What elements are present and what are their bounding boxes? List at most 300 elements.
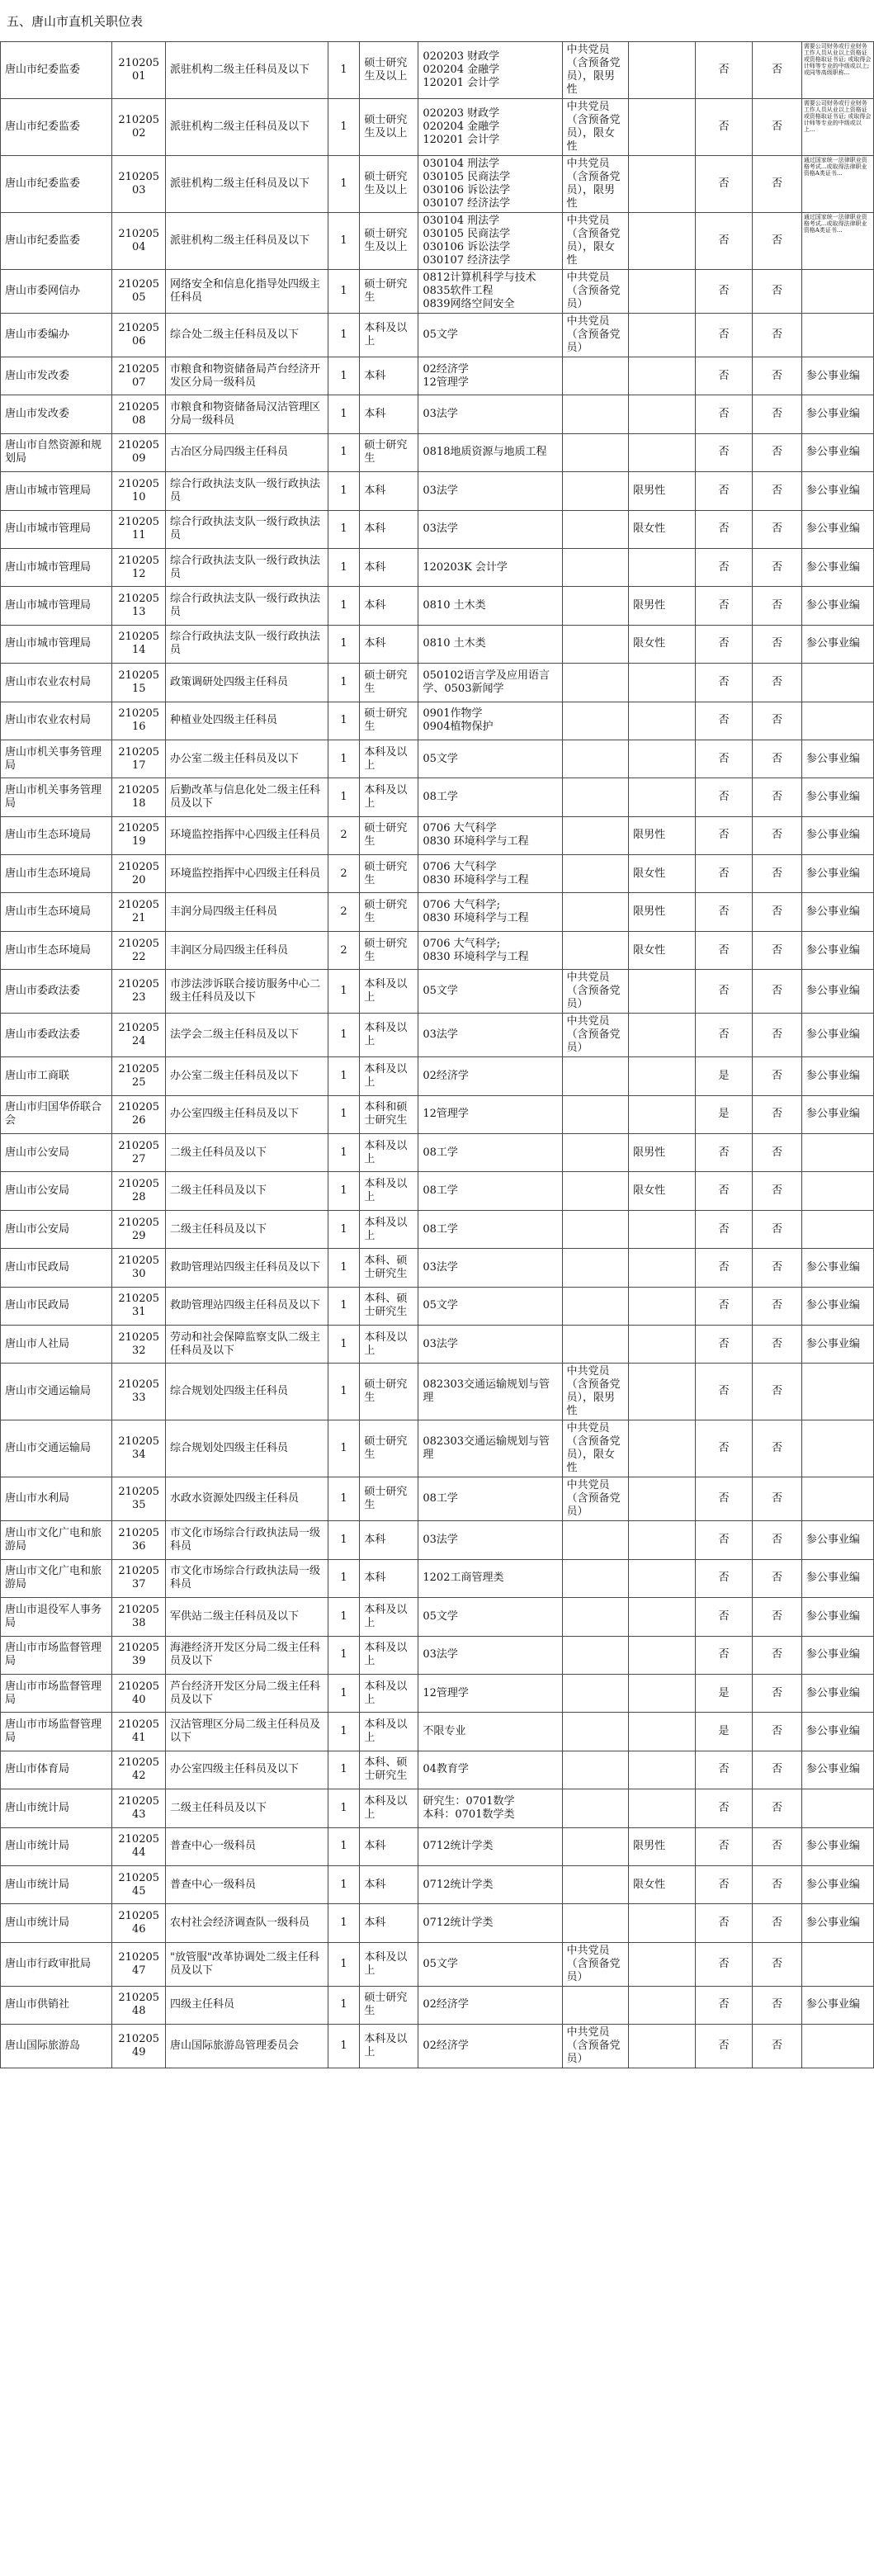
cell-count: 1 — [328, 1521, 360, 1559]
cell-education: 本科及以上 — [360, 314, 418, 357]
cell-c9: 否 — [695, 395, 752, 433]
cell-c9: 否 — [695, 970, 752, 1014]
cell-education: 本科、硕士研究生 — [360, 1751, 418, 1789]
cell-gender: 限男性 — [629, 893, 696, 931]
cell-unit: 唐山市发改委 — [1, 395, 112, 433]
cell-position: 派驻机构二级主任科员及以下 — [165, 99, 328, 156]
cell-c10: 否 — [753, 213, 802, 270]
cell-count: 2 — [328, 931, 360, 969]
cell-gender — [629, 1521, 696, 1559]
cell-position: 丰润区分局四级主任科员 — [165, 931, 328, 969]
cell-gender — [629, 1420, 696, 1477]
cell-c9: 否 — [695, 314, 752, 357]
cell-unit: 唐山市人社局 — [1, 1325, 112, 1363]
cell-gender — [629, 778, 696, 816]
cell-c10: 否 — [753, 1172, 802, 1210]
cell-education: 本科及以上 — [360, 1674, 418, 1712]
cell-c9: 否 — [695, 2025, 752, 2068]
cell-gender: 限女性 — [629, 855, 696, 893]
cell-position: 派驻机构二级主任科员及以下 — [165, 156, 328, 213]
cell-note: 参公事业编 — [801, 816, 873, 854]
cell-code: 21020538 — [112, 1598, 166, 1636]
cell-c10: 否 — [753, 1942, 802, 1986]
cell-unit: 唐山市体育局 — [1, 1751, 112, 1789]
cell-count: 1 — [328, 42, 360, 99]
cell-c10: 否 — [753, 816, 802, 854]
cell-political: 中共党员（含预备党员） — [562, 270, 629, 314]
cell-position: 市粮食和物资储备局汉沽管理区分局一级科员 — [165, 395, 328, 433]
cell-c9: 否 — [695, 156, 752, 213]
cell-count: 1 — [328, 1751, 360, 1789]
cell-political — [562, 1249, 629, 1287]
cell-gender: 限男性 — [629, 587, 696, 625]
cell-unit: 唐山市自然资源和规划局 — [1, 433, 112, 471]
cell-unit: 唐山市市场监督管理局 — [1, 1713, 112, 1751]
table-row — [1, 1942, 874, 1986]
table-row — [1, 970, 874, 1014]
table-row — [1, 625, 874, 663]
cell-education: 本科及以上 — [360, 778, 418, 816]
cell-political: 中共党员（含预备党员），限男性 — [562, 1364, 629, 1420]
cell-c10: 否 — [753, 1210, 802, 1248]
cell-c10: 否 — [753, 1559, 802, 1597]
cell-unit: 唐山市交通运输局 — [1, 1420, 112, 1477]
table-row — [1, 702, 874, 740]
cell-political — [562, 587, 629, 625]
cell-code: 21020506 — [112, 314, 166, 357]
cell-unit: 唐山市机关事务管理局 — [1, 778, 112, 816]
cell-note: 参公事业编 — [801, 1325, 873, 1363]
cell-unit: 唐山市发改委 — [1, 357, 112, 395]
cell-code: 21020512 — [112, 548, 166, 586]
cell-major: 0812计算机科学与技术 0835软件工程 0839网络空间安全 — [418, 270, 562, 314]
cell-political: 中共党员（含预备党员），限女性 — [562, 1420, 629, 1477]
cell-political — [562, 1598, 629, 1636]
cell-c10: 否 — [753, 1713, 802, 1751]
cell-code: 21020534 — [112, 1420, 166, 1477]
cell-education: 硕士研究生 — [360, 664, 418, 702]
cell-code: 21020546 — [112, 1904, 166, 1942]
cell-c9: 否 — [695, 357, 752, 395]
cell-position: 综合行政执法支队一级行政执法员 — [165, 472, 328, 510]
table-row — [1, 740, 874, 778]
cell-major: 050102语言学及应用语言学、0503新闻学 — [418, 664, 562, 702]
cell-major: 0706 大气科学; 0830 环境科学与工程 — [418, 893, 562, 931]
table-row — [1, 664, 874, 702]
cell-c9: 否 — [695, 587, 752, 625]
cell-major: 05文学 — [418, 314, 562, 357]
cell-gender — [629, 970, 696, 1014]
cell-code: 21020510 — [112, 472, 166, 510]
cell-political — [562, 1057, 629, 1095]
table-row — [1, 1521, 874, 1559]
cell-education: 本科 — [360, 625, 418, 663]
cell-political — [562, 702, 629, 740]
cell-unit: 唐山市供销社 — [1, 1986, 112, 2024]
cell-c10: 否 — [753, 1521, 802, 1559]
cell-major: 020203 财政学 020204 金融学 120201 会计学 — [418, 99, 562, 156]
cell-code: 21020545 — [112, 1865, 166, 1903]
cell-count: 1 — [328, 270, 360, 314]
cell-education: 本科 — [360, 472, 418, 510]
cell-c10: 否 — [753, 270, 802, 314]
cell-c10: 否 — [753, 1986, 802, 2024]
cell-c9: 否 — [695, 740, 752, 778]
cell-education: 本科及以上 — [360, 1636, 418, 1674]
cell-major: 120203K 会计学 — [418, 548, 562, 586]
cell-position: 水政水资源处四级主任科员 — [165, 1477, 328, 1521]
table-row — [1, 1364, 874, 1420]
cell-note — [801, 664, 873, 702]
cell-major: 05文学 — [418, 1942, 562, 1986]
cell-position: 后勤改革与信息化处二级主任科员及以下 — [165, 778, 328, 816]
cell-c9: 否 — [695, 1325, 752, 1363]
cell-unit: 唐山市统计局 — [1, 1827, 112, 1865]
cell-c10: 否 — [753, 664, 802, 702]
cell-major: 0810 土木类 — [418, 587, 562, 625]
cell-position: 综合规划处四级主任科员 — [165, 1420, 328, 1477]
cell-political — [562, 548, 629, 586]
cell-code: 21020511 — [112, 510, 166, 548]
table-row — [1, 1789, 874, 1827]
cell-code: 21020513 — [112, 587, 166, 625]
cell-position: 法学会二级主任科员及以下 — [165, 1014, 328, 1057]
cell-education: 本科、硕士研究生 — [360, 1249, 418, 1287]
cell-unit: 唐山市文化广电和旅游局 — [1, 1559, 112, 1597]
cell-code: 21020502 — [112, 99, 166, 156]
cell-c10: 否 — [753, 314, 802, 357]
cell-c10: 否 — [753, 395, 802, 433]
cell-gender: 限男性 — [629, 1134, 696, 1172]
table-row — [1, 472, 874, 510]
cell-political — [562, 1172, 629, 1210]
cell-position: 二级主任科员及以下 — [165, 1134, 328, 1172]
cell-c10: 否 — [753, 1865, 802, 1903]
cell-code: 21020515 — [112, 664, 166, 702]
table-row — [1, 1827, 874, 1865]
cell-c9: 是 — [695, 1674, 752, 1712]
cell-c10: 否 — [753, 1095, 802, 1133]
cell-gender — [629, 1713, 696, 1751]
cell-note — [801, 1789, 873, 1827]
cell-unit: 唐山市纪委监委 — [1, 213, 112, 270]
cell-count: 1 — [328, 99, 360, 156]
cell-position: 网络安全和信息化指导处四级主任科员 — [165, 270, 328, 314]
table-row — [1, 855, 874, 893]
cell-note: 参公事业编 — [801, 472, 873, 510]
cell-note: 参公事业编 — [801, 587, 873, 625]
cell-unit: 唐山市农业农村局 — [1, 664, 112, 702]
cell-c10: 否 — [753, 1249, 802, 1287]
table-row — [1, 156, 874, 213]
cell-gender: 限女性 — [629, 1865, 696, 1903]
cell-note: 参公事业编 — [801, 1287, 873, 1325]
cell-major: 08工学 — [418, 1210, 562, 1248]
table-row — [1, 1095, 874, 1133]
cell-position: 环境监控指挥中心四级主任科员 — [165, 855, 328, 893]
cell-education: 硕士研究生及以上 — [360, 99, 418, 156]
cell-code: 21020549 — [112, 2025, 166, 2068]
cell-major: 03法学 — [418, 1249, 562, 1287]
cell-major: 02经济学 — [418, 2025, 562, 2068]
table-row — [1, 893, 874, 931]
cell-c9: 否 — [695, 1420, 752, 1477]
cell-major: 12管理学 — [418, 1674, 562, 1712]
cell-note: 参公事业编 — [801, 1865, 873, 1903]
cell-gender: 限女性 — [629, 931, 696, 969]
cell-code: 21020526 — [112, 1095, 166, 1133]
cell-position: 汉沽管理区分局二级主任科员及以下 — [165, 1713, 328, 1751]
cell-major: 04教育学 — [418, 1751, 562, 1789]
cell-major: 08工学 — [418, 1172, 562, 1210]
cell-c9: 否 — [695, 548, 752, 586]
cell-gender: 限男性 — [629, 816, 696, 854]
cell-code: 21020516 — [112, 702, 166, 740]
cell-code: 21020541 — [112, 1713, 166, 1751]
cell-gender — [629, 213, 696, 270]
cell-position: 环境监控指挥中心四级主任科员 — [165, 816, 328, 854]
cell-note: 参公事业编 — [801, 510, 873, 548]
cell-gender — [629, 1210, 696, 1248]
cell-unit: 唐山市生态环境局 — [1, 893, 112, 931]
cell-c10: 否 — [753, 1789, 802, 1827]
cell-gender: 限男性 — [629, 1827, 696, 1865]
cell-education: 本科、硕士研究生 — [360, 1287, 418, 1325]
cell-code: 21020539 — [112, 1636, 166, 1674]
cell-unit: 唐山市市场监督管理局 — [1, 1636, 112, 1674]
cell-c9: 否 — [695, 816, 752, 854]
cell-c9: 否 — [695, 433, 752, 471]
cell-c10: 否 — [753, 1287, 802, 1325]
cell-position: 海港经济开发区分局二级主任科员及以下 — [165, 1636, 328, 1674]
cell-count: 1 — [328, 472, 360, 510]
cell-count: 1 — [328, 664, 360, 702]
cell-gender — [629, 1014, 696, 1057]
table-row — [1, 314, 874, 357]
cell-position: 二级主任科员及以下 — [165, 1210, 328, 1248]
cell-c9: 否 — [695, 42, 752, 99]
cell-gender — [629, 1095, 696, 1133]
cell-major: 082303交通运输规划与管理 — [418, 1364, 562, 1420]
cell-count: 1 — [328, 1095, 360, 1133]
cell-note: 参公事业编 — [801, 1751, 873, 1789]
cell-gender — [629, 1364, 696, 1420]
cell-gender — [629, 1057, 696, 1095]
cell-code: 21020535 — [112, 1477, 166, 1521]
cell-c9: 否 — [695, 1598, 752, 1636]
cell-education: 本科 — [360, 587, 418, 625]
cell-major: 05文学 — [418, 740, 562, 778]
cell-position: 综合处二级主任科员及以下 — [165, 314, 328, 357]
cell-education: 本科和硕士研究生 — [360, 1095, 418, 1133]
cell-note: 参公事业编 — [801, 1521, 873, 1559]
cell-education: 硕士研究生 — [360, 1986, 418, 2024]
cell-c9: 否 — [695, 1942, 752, 1986]
cell-c9: 否 — [695, 702, 752, 740]
cell-c10: 否 — [753, 1325, 802, 1363]
cell-major: 03法学 — [418, 472, 562, 510]
table-row — [1, 99, 874, 156]
cell-c10: 否 — [753, 42, 802, 99]
cell-education: 本科 — [360, 1559, 418, 1597]
cell-education: 本科 — [360, 1865, 418, 1903]
cell-c10: 否 — [753, 1904, 802, 1942]
cell-note: 参公事业编 — [801, 1249, 873, 1287]
cell-c9: 否 — [695, 625, 752, 663]
cell-education: 本科及以上 — [360, 1210, 418, 1248]
cell-note — [801, 2025, 873, 2068]
cell-gender — [629, 1789, 696, 1827]
cell-count: 1 — [328, 213, 360, 270]
positions-table — [0, 41, 874, 2068]
cell-note: 需要公司财务或行业财务工作人员从业以上资格证或资格取证书证; 或取得会计师等专业的中级或以上... — [801, 99, 873, 156]
cell-unit: 唐山市委编办 — [1, 314, 112, 357]
table-row — [1, 1713, 874, 1751]
cell-unit: 唐山市委网信办 — [1, 270, 112, 314]
cell-position: 丰润分局四级主任科员 — [165, 893, 328, 931]
table-row — [1, 1325, 874, 1363]
cell-unit: 唐山市公安局 — [1, 1134, 112, 1172]
cell-gender — [629, 1674, 696, 1712]
cell-c9: 否 — [695, 213, 752, 270]
cell-c10: 否 — [753, 1674, 802, 1712]
cell-code: 21020522 — [112, 931, 166, 969]
table-row — [1, 42, 874, 99]
cell-position: 办公室二级主任科员及以下 — [165, 740, 328, 778]
cell-political — [562, 1287, 629, 1325]
cell-count: 1 — [328, 548, 360, 586]
cell-note: 通过国家统一法律职业资格考试...或取得法律职业资格A类证书... — [801, 213, 873, 270]
cell-gender — [629, 1942, 696, 1986]
cell-education: 硕士研究生 — [360, 1364, 418, 1420]
cell-political — [562, 1134, 629, 1172]
cell-note — [801, 314, 873, 357]
cell-note: 参公事业编 — [801, 1827, 873, 1865]
table-row — [1, 270, 874, 314]
cell-major: 02经济学 12管理学 — [418, 357, 562, 395]
cell-c10: 否 — [753, 156, 802, 213]
cell-count: 1 — [328, 1477, 360, 1521]
cell-unit: 唐山市生态环境局 — [1, 931, 112, 969]
cell-count: 2 — [328, 855, 360, 893]
cell-note: 参公事业编 — [801, 970, 873, 1014]
table-row — [1, 213, 874, 270]
cell-major: 08工学 — [418, 1477, 562, 1521]
cell-note: 参公事业编 — [801, 1057, 873, 1095]
cell-count: 1 — [328, 1364, 360, 1420]
cell-note: 通过国家统一法律职业资格考试...或取得法律职业资格A类证书... — [801, 156, 873, 213]
cell-c9: 否 — [695, 1134, 752, 1172]
cell-note: 参公事业编 — [801, 1095, 873, 1133]
cell-major: 05文学 — [418, 1598, 562, 1636]
cell-count: 1 — [328, 702, 360, 740]
cell-count: 1 — [328, 2025, 360, 2068]
cell-count: 1 — [328, 970, 360, 1014]
table-row — [1, 357, 874, 395]
cell-code: 21020504 — [112, 213, 166, 270]
cell-major: 082303交通运输规划与管理 — [418, 1420, 562, 1477]
cell-c9: 否 — [695, 1014, 752, 1057]
cell-note — [801, 1364, 873, 1420]
cell-c9: 否 — [695, 1827, 752, 1865]
cell-education: 硕士研究生 — [360, 816, 418, 854]
cell-position: 古冶区分局四级主任科员 — [165, 433, 328, 471]
cell-education: 硕士研究生 — [360, 1420, 418, 1477]
table-row — [1, 1249, 874, 1287]
table-row — [1, 1477, 874, 1521]
cell-major: 03法学 — [418, 1521, 562, 1559]
cell-note: 参公事业编 — [801, 625, 873, 663]
cell-education: 本科 — [360, 357, 418, 395]
cell-gender — [629, 99, 696, 156]
cell-count: 1 — [328, 1598, 360, 1636]
cell-gender — [629, 1325, 696, 1363]
cell-count: 1 — [328, 1986, 360, 2024]
cell-code: 21020525 — [112, 1057, 166, 1095]
cell-note — [801, 1942, 873, 1986]
cell-unit: 唐山市生态环境局 — [1, 855, 112, 893]
cell-position: 救助管理站四级主任科员及以下 — [165, 1249, 328, 1287]
cell-code: 21020547 — [112, 1942, 166, 1986]
cell-c10: 否 — [753, 1364, 802, 1420]
cell-unit: 唐山市文化广电和旅游局 — [1, 1521, 112, 1559]
table-row — [1, 1636, 874, 1674]
cell-unit: 唐山市城市管理局 — [1, 472, 112, 510]
cell-unit: 唐山市退役军人事务局 — [1, 1598, 112, 1636]
cell-major: 0712统计学类 — [418, 1827, 562, 1865]
table-row — [1, 1172, 874, 1210]
cell-education: 本科及以上 — [360, 2025, 418, 2068]
cell-position: 市粮食和物资储备局芦台经济开发区分局一级科员 — [165, 357, 328, 395]
cell-political — [562, 1751, 629, 1789]
cell-gender: 限女性 — [629, 1172, 696, 1210]
cell-code: 21020531 — [112, 1287, 166, 1325]
cell-c9: 否 — [695, 1364, 752, 1420]
cell-political — [562, 1210, 629, 1248]
cell-code: 21020529 — [112, 1210, 166, 1248]
cell-gender — [629, 1477, 696, 1521]
cell-c9: 否 — [695, 510, 752, 548]
cell-c10: 否 — [753, 510, 802, 548]
cell-note: 参公事业编 — [801, 893, 873, 931]
cell-education: 本科 — [360, 1827, 418, 1865]
table-row — [1, 1904, 874, 1942]
cell-position: 唐山国际旅游岛管理委员会 — [165, 2025, 328, 2068]
cell-gender: 限女性 — [629, 625, 696, 663]
cell-education: 本科及以上 — [360, 740, 418, 778]
cell-c9: 否 — [695, 1521, 752, 1559]
cell-position: 综合行政执法支队一级行政执法员 — [165, 587, 328, 625]
cell-position: 种植业处四级主任科员 — [165, 702, 328, 740]
cell-note: 参公事业编 — [801, 931, 873, 969]
cell-count: 1 — [328, 1636, 360, 1674]
cell-c10: 否 — [753, 548, 802, 586]
cell-c10: 否 — [753, 1134, 802, 1172]
cell-count: 1 — [328, 1287, 360, 1325]
cell-major: 不限专业 — [418, 1713, 562, 1751]
cell-c9: 否 — [695, 1287, 752, 1325]
table-row — [1, 1420, 874, 1477]
table-row — [1, 816, 874, 854]
cell-major: 0706 大气科学 0830 环境科学与工程 — [418, 816, 562, 854]
cell-count: 1 — [328, 357, 360, 395]
cell-position: 救助管理站四级主任科员及以下 — [165, 1287, 328, 1325]
cell-political — [562, 1325, 629, 1363]
cell-c10: 否 — [753, 2025, 802, 2068]
cell-code: 21020514 — [112, 625, 166, 663]
cell-position: 普查中心一级科员 — [165, 1865, 328, 1903]
table-row — [1, 1210, 874, 1248]
